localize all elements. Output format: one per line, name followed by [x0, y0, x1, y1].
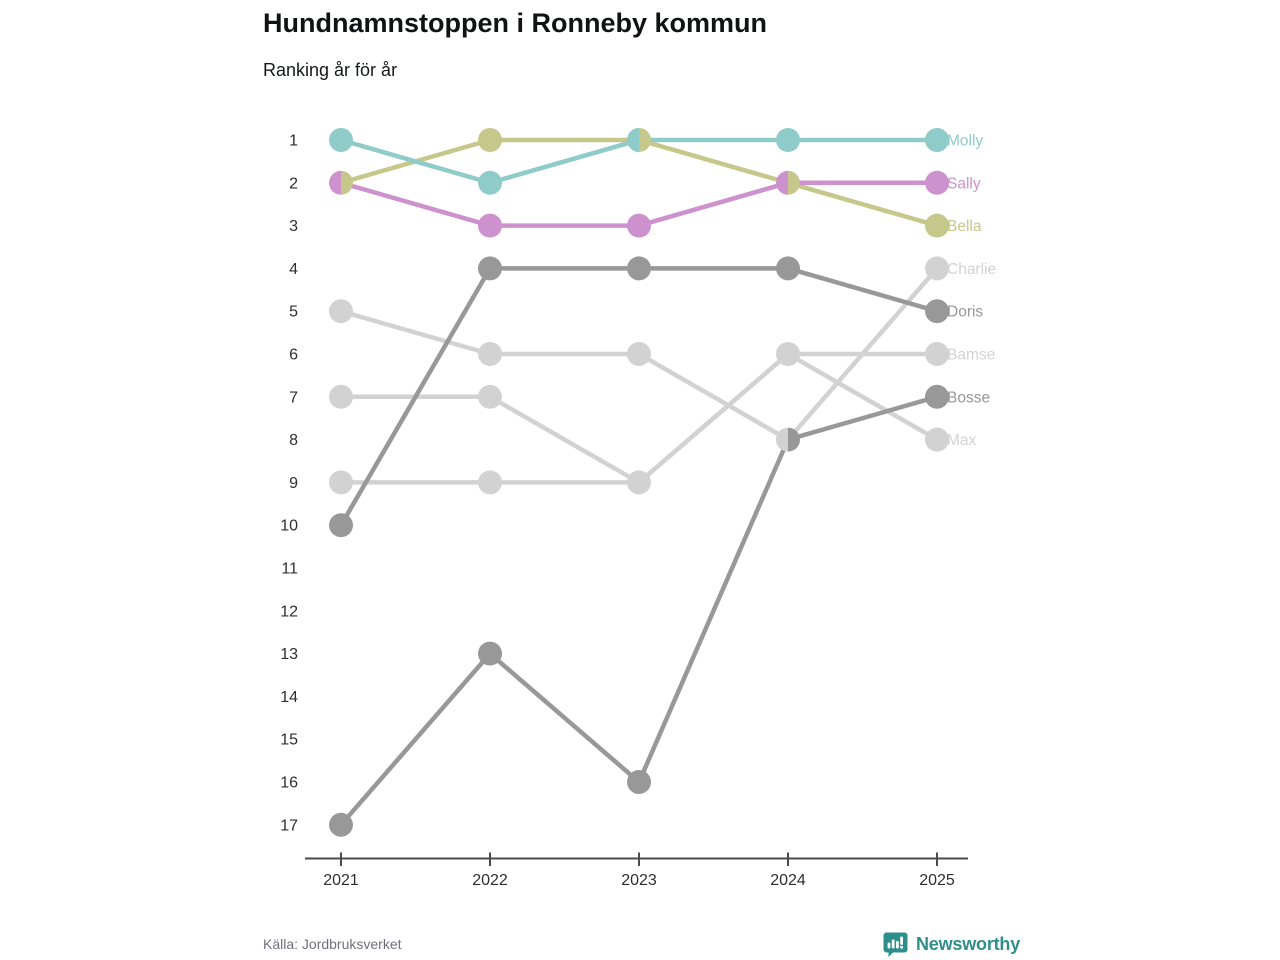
- y-tick-label: 6: [289, 346, 298, 364]
- data-point-half-bella: [341, 171, 353, 195]
- x-tick-label: 2024: [770, 872, 806, 889]
- data-point-half-sally: [329, 171, 341, 195]
- data-point-molly: [478, 171, 502, 195]
- data-point-bella: [478, 128, 502, 152]
- y-tick-label: 1: [289, 132, 298, 150]
- data-point-bosse: [329, 813, 353, 837]
- data-point-half-molly: [627, 128, 639, 152]
- series-label-sally: Sally: [947, 175, 981, 193]
- y-tick-label: 10: [280, 517, 298, 535]
- page-subtitle: Ranking år för år: [263, 60, 398, 80]
- data-point-doris: [329, 513, 353, 537]
- data-point-charlie: [329, 299, 353, 323]
- series-label-molly: Molly: [947, 132, 984, 150]
- source-note: Källa: Jordbruksverket: [263, 936, 402, 952]
- data-point-charlie: [925, 256, 949, 280]
- y-tick-label: 5: [289, 303, 298, 321]
- newsworthy-logo-icon: [882, 931, 909, 958]
- y-tick-label: 17: [280, 817, 298, 835]
- y-tick-label: 15: [280, 731, 298, 749]
- data-point-bamse: [478, 470, 502, 494]
- data-point-charlie: [478, 342, 502, 366]
- y-tick-label: 9: [289, 474, 298, 492]
- data-point-doris: [925, 299, 949, 323]
- y-tick-label: 8: [289, 432, 298, 450]
- page-title: Hundnamnstoppen i Ronneby kommun: [263, 8, 767, 38]
- y-tick-label: 16: [280, 774, 298, 792]
- data-point-half-bella: [639, 128, 651, 152]
- series-label-charlie: Charlie: [947, 260, 997, 278]
- y-tick-label: 12: [280, 603, 298, 621]
- x-tick-label: 2025: [919, 872, 955, 889]
- x-tick-label: 2021: [323, 872, 359, 889]
- data-point-molly: [329, 128, 353, 152]
- x-tick-label: 2022: [472, 872, 508, 889]
- data-point-bosse: [478, 642, 502, 666]
- brand-lockup: [882, 930, 1020, 958]
- data-point-doris: [776, 256, 800, 280]
- series-label-bella: Bella: [947, 218, 982, 236]
- data-point-half-bella: [788, 171, 800, 195]
- series-line-bosse: [341, 397, 937, 825]
- data-point-molly: [776, 128, 800, 152]
- data-point-sally: [627, 214, 651, 238]
- data-point-charlie: [627, 342, 651, 366]
- x-tick-label: 2023: [621, 872, 657, 889]
- data-point-sally: [478, 214, 502, 238]
- data-point-bamse: [925, 342, 949, 366]
- data-point-bosse: [627, 770, 651, 794]
- y-tick-label: 7: [289, 389, 298, 407]
- y-tick-label: 11: [281, 560, 298, 578]
- data-point-max: [329, 385, 353, 409]
- data-point-bosse: [925, 385, 949, 409]
- data-point-bamse: [329, 470, 353, 494]
- series-label-bosse: Bosse: [947, 389, 991, 407]
- data-point-bella: [925, 214, 949, 238]
- data-point-molly: [925, 128, 949, 152]
- series-label-max: Max: [947, 432, 977, 450]
- y-tick-label: 13: [280, 646, 298, 664]
- data-point-doris: [478, 256, 502, 280]
- series-label-bamse: Bamse: [947, 346, 996, 364]
- series-label-doris: Doris: [947, 303, 984, 321]
- data-point-half-sally: [776, 171, 788, 195]
- data-point-max: [925, 428, 949, 452]
- data-point-doris: [627, 256, 651, 280]
- y-tick-label: 14: [280, 688, 298, 706]
- data-point-max: [478, 385, 502, 409]
- data-point-sally: [925, 171, 949, 195]
- y-tick-label: 3: [289, 218, 298, 236]
- y-tick-label: 4: [289, 260, 298, 278]
- brand-wordmark: Newsworthy: [916, 933, 1021, 954]
- y-tick-label: 2: [289, 175, 298, 193]
